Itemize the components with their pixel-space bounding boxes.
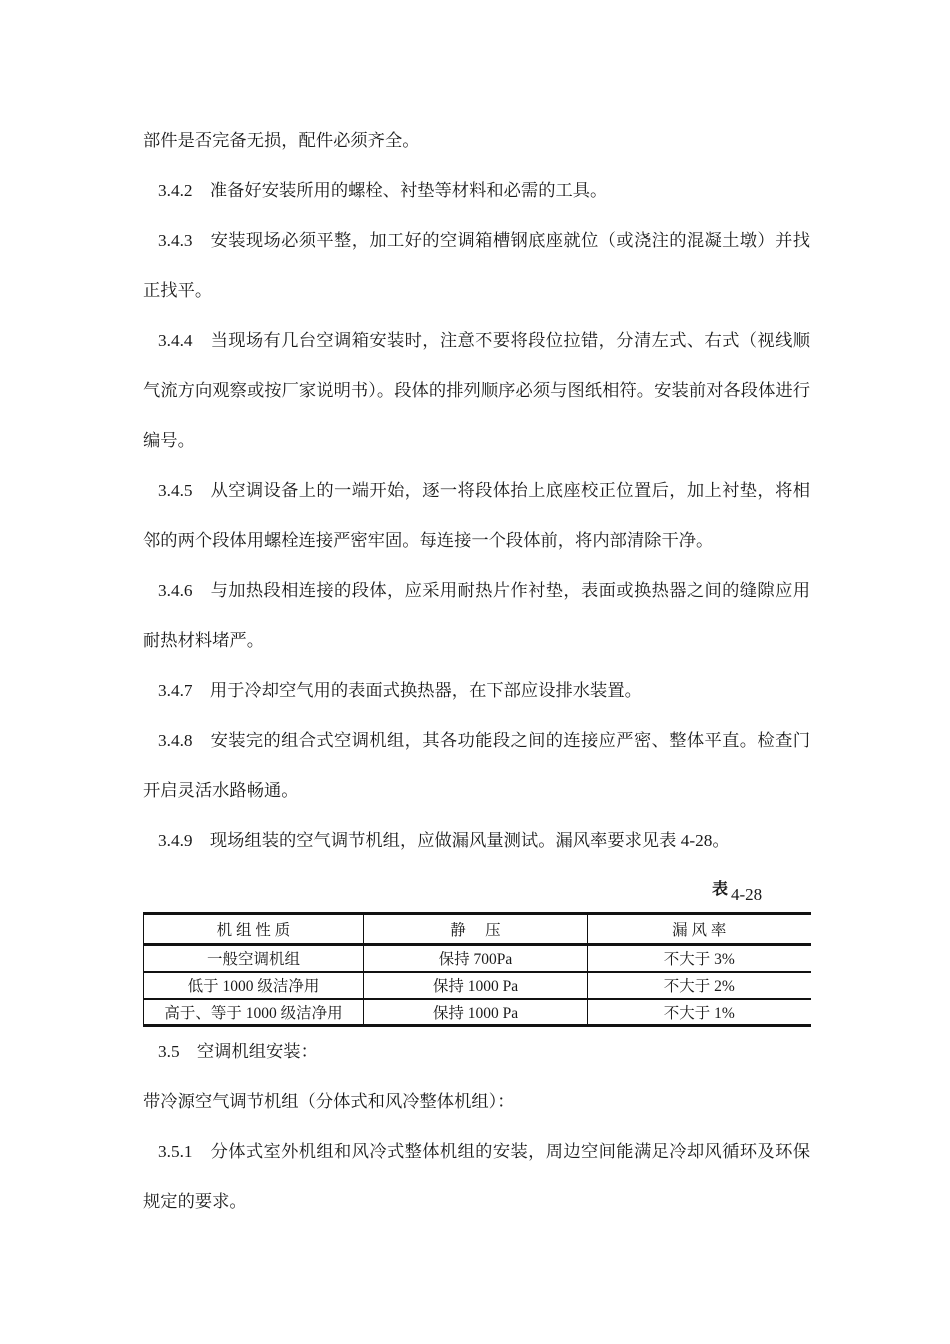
- paragraph-3-4-4: 3.4.4 当现场有几台空调箱安装时，注意不要将段位拉错，分清左式、右式（视线顺气流方向观察或按厂家说明书）。段体的排列顺序必须与图纸相符。安装前对各段体进行编号。: [143, 331, 810, 450]
- table-header-row: [144, 914, 811, 945]
- paragraph-3-4-9: 3.4.9 现场组装的空气调节机组，应做漏风量测试。漏风率要求见表 4-28。: [158, 831, 730, 850]
- paragraph-3-5-1: 3.5.1 分体式室外机组和风冷式整体机组的安装，周边空间能满足冷却风循环及环保规定的要求。: [143, 1142, 810, 1211]
- table-caption: [712, 868, 810, 910]
- table-cell-unit-type: 高于、等于 1000 级洁净用: [144, 999, 364, 1026]
- table-row: [144, 972, 811, 999]
- paragraph-3-4-5: 3.4.5 从空调设备上的一端开始，逐一将段体抬上底座校正位置后，加上衬垫，将相邻的两个段体用螺栓连接严密牢固。每连接一个段体前，将内部清除干净。: [143, 481, 810, 550]
- paragraph-3-4-3: 3.4.3 安装现场必须平整，加工好的空调箱槽钢底座就位（或浇注的混凝土墩）并找正找平。: [143, 231, 810, 300]
- paragraph-3-4-8: 3.4.8 安装完的组合式空调机组，其各功能段之间的连接应严密、整体平直。检查门开启灵活水路畅通。: [143, 731, 810, 800]
- paragraph-3-4-6: 3.4.6 与加热段相连接的段体，应采用耐热片作衬垫，表面或换热器之间的缝隙应用耐热材料堵严。: [143, 581, 810, 650]
- table-caption-number: 4-28: [731, 885, 763, 904]
- paragraph-cooling-source: 带冷源空气调节机组（分体式和风冷整体机组）：: [143, 1092, 515, 1111]
- table-row: [144, 945, 811, 972]
- table-cell-unit-type: 低于 1000 级洁净用: [144, 972, 364, 999]
- table-cell-static-pressure: 保持 700Pa: [364, 945, 588, 972]
- table-header-unit-type: 机 组 性 质: [144, 914, 364, 945]
- paragraph-continuation: 部件是否完备无损，配件必须齐全。: [143, 131, 420, 150]
- table-row: [144, 999, 811, 1026]
- paragraph-3-5: 3.5 空调机组安装：: [158, 1042, 318, 1061]
- table-cell-static-pressure: 保持 1000 Pa: [364, 972, 588, 999]
- leakage-rate-table: [143, 912, 811, 1027]
- table-cell-static-pressure: 保持 1000 Pa: [364, 999, 588, 1026]
- paragraph-3-4-7: 3.4.7 用于冷却空气用的表面式换热器，在下部应设排水装置。: [158, 681, 642, 700]
- table-caption-prefix: 表: [712, 881, 729, 898]
- table-header-leakage-rate: 漏 风 率: [588, 914, 811, 945]
- table-header-static-pressure: 静 压: [364, 914, 588, 945]
- table-cell-leakage-rate: 不大于 3%: [588, 945, 811, 972]
- paragraph-3-4-2: 3.4.2 准备好安装所用的螺栓、衬垫等材料和必需的工具。: [158, 181, 608, 200]
- table-cell-leakage-rate: 不大于 2%: [588, 972, 811, 999]
- table-cell-leakage-rate: 不大于 1%: [588, 999, 811, 1026]
- table-cell-unit-type: 一般空调机组: [144, 945, 364, 972]
